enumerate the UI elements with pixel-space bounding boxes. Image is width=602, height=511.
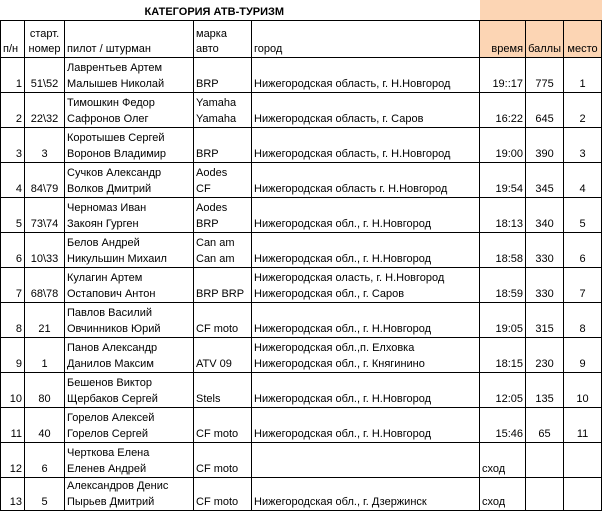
navigator-name: Щербаков Сергей (67, 393, 158, 405)
cell-place[interactable]: 2 (564, 93, 602, 128)
cell-time[interactable]: сход (480, 478, 526, 511)
auto-line2: Yamaha (196, 113, 237, 125)
cell-auto[interactable] (194, 93, 252, 128)
city-line2: Нижегородская область, г. Саров (254, 113, 424, 125)
cell-n[interactable]: 12 (1, 443, 25, 478)
table-row (1, 268, 602, 303)
cell-auto[interactable] (194, 373, 252, 408)
city-line1 (254, 235, 477, 251)
city-line2: Нижегородская область, г. Н.Новгород (254, 78, 451, 90)
cell-auto[interactable] (194, 128, 252, 163)
auto-line2: BRP BRP (196, 288, 245, 300)
cell-auto[interactable] (194, 408, 252, 443)
auto-line2: BRP (196, 78, 219, 90)
city-line1 (254, 60, 477, 76)
cell-score[interactable]: 330 (526, 268, 564, 303)
table-row (1, 338, 602, 373)
pilot-name: Тимошкин Федор (67, 97, 155, 109)
cell-place[interactable]: 10 (564, 373, 602, 408)
cell-n[interactable]: 10 (1, 373, 25, 408)
cell-score[interactable] (526, 443, 564, 478)
pilot-name: Черномаз Иван (67, 202, 147, 214)
cell-pilot[interactable] (65, 443, 194, 478)
cell-time[interactable]: 19:05 (480, 303, 526, 338)
cell-n[interactable]: 7 (1, 268, 25, 303)
cell-score[interactable]: 230 (526, 338, 564, 373)
cell-place[interactable]: 4 (564, 163, 602, 198)
cell-pilot[interactable] (65, 478, 194, 511)
cell-score[interactable]: 330 (526, 233, 564, 268)
cell-city[interactable] (252, 163, 480, 198)
cell-time[interactable]: 19::17 (480, 58, 526, 93)
auto-line2: BRP (196, 218, 219, 230)
cell-city[interactable] (252, 58, 480, 93)
city-line2: Нижегородская обл., г. Н.Новгород (254, 428, 432, 440)
navigator-name: Остапович Антон (67, 288, 156, 300)
auto-line1 (196, 340, 249, 356)
cell[interactable] (1, 0, 25, 21)
cell-start[interactable]: 80 (25, 373, 65, 408)
header-auto-line2: авто (196, 43, 219, 55)
pilot-name: Бешенов Виктор (67, 377, 152, 389)
cell-pilot[interactable] (65, 268, 194, 303)
cell-time[interactable]: 18:58 (480, 233, 526, 268)
auto-line2: ATV 09 (196, 358, 232, 370)
city-line1 (254, 375, 477, 391)
header-start-line2: номер (28, 43, 61, 55)
cell-auto[interactable] (194, 443, 252, 478)
cell[interactable] (480, 0, 526, 21)
navigator-name: Данилов Максим (67, 358, 154, 370)
cell-pilot[interactable] (65, 93, 194, 128)
header-score[interactable]: баллы (526, 21, 564, 58)
header-pilot[interactable]: пилот / штурман (65, 21, 194, 58)
cell-place[interactable]: 8 (564, 303, 602, 338)
cell-place[interactable]: 5 (564, 198, 602, 233)
cell-n[interactable]: 5 (1, 198, 25, 233)
city-line2: Нижегородская область, г. Н.Новгород (254, 148, 451, 160)
cell-city[interactable] (252, 478, 480, 511)
cell-score[interactable]: 345 (526, 163, 564, 198)
table-row (1, 233, 602, 268)
cell-pilot[interactable] (65, 408, 194, 443)
auto-line1: Yamaha (196, 97, 237, 109)
table-row (1, 408, 602, 443)
cell-time[interactable]: 18:59 (480, 268, 526, 303)
cell-place[interactable]: 3 (564, 128, 602, 163)
cell-auto[interactable] (194, 198, 252, 233)
header-start[interactable] (25, 21, 65, 58)
cell-time[interactable]: 19:54 (480, 163, 526, 198)
cell-score[interactable]: 315 (526, 303, 564, 338)
cell-time[interactable]: 12:05 (480, 373, 526, 408)
city-line1 (254, 410, 477, 426)
auto-line1 (196, 60, 249, 76)
cell[interactable] (564, 0, 602, 21)
navigator-name: Горелов Сергей (67, 428, 148, 440)
cell-place[interactable]: 6 (564, 233, 602, 268)
cell-place[interactable]: 7 (564, 268, 602, 303)
table-row (1, 198, 602, 233)
cell-n[interactable]: 2 (1, 93, 25, 128)
cell-place[interactable] (564, 443, 602, 478)
pilot-name: Черткова Елена (67, 447, 150, 459)
header-auto[interactable] (194, 21, 252, 58)
table-row (1, 303, 602, 338)
pilot-name: Горелов Алексей (67, 412, 155, 424)
cell[interactable] (25, 0, 65, 21)
city-line1 (254, 200, 477, 216)
cell-n[interactable]: 1 (1, 58, 25, 93)
cell-start[interactable]: 3 (25, 128, 65, 163)
city-line1: Нижегородская обл.,п. Елховка (254, 342, 415, 354)
sheet-title[interactable]: КАТЕГОРИЯ АТВ-ТУРИЗМ (65, 0, 480, 21)
cell-auto[interactable] (194, 58, 252, 93)
table-row (1, 128, 602, 163)
cell-auto[interactable] (194, 478, 252, 511)
cell-time[interactable]: 19:00 (480, 128, 526, 163)
cell-city[interactable] (252, 93, 480, 128)
cell-score[interactable] (526, 478, 564, 511)
cell-score[interactable]: 775 (526, 58, 564, 93)
navigator-name: Закоян Гурген (67, 218, 139, 230)
cell-pilot[interactable] (65, 128, 194, 163)
cell-city[interactable] (252, 128, 480, 163)
title-row (1, 0, 602, 21)
table-row (1, 163, 602, 198)
cell-start[interactable]: 40 (25, 408, 65, 443)
cell-time[interactable]: 16:22 (480, 93, 526, 128)
table-row (1, 58, 602, 93)
city-line2: Нижегородская обл., г. Княгинино (254, 358, 425, 370)
cell-city[interactable] (252, 408, 480, 443)
cell-start[interactable]: 73\74 (25, 198, 65, 233)
pilot-name: Кулагин Артем (67, 272, 143, 284)
cell-city[interactable] (252, 338, 480, 373)
cell-pilot[interactable] (65, 198, 194, 233)
cell-score[interactable]: 390 (526, 128, 564, 163)
city-line2: Нижегородская обл., г. Н.Новгород (254, 323, 432, 335)
cell-n[interactable]: 9 (1, 338, 25, 373)
auto-line2: CF moto (196, 323, 239, 335)
cell-score[interactable]: 645 (526, 93, 564, 128)
navigator-name: Никульшин Михаил (67, 253, 167, 265)
cell-pilot[interactable] (65, 233, 194, 268)
auto-line1: Aodes (196, 202, 228, 214)
cell-pilot[interactable] (65, 373, 194, 408)
header-place[interactable]: место (564, 21, 602, 58)
cell-auto[interactable] (194, 338, 252, 373)
navigator-name: Овчинников Юрий (67, 323, 161, 335)
navigator-name: Пырьев Дмитрий (67, 496, 155, 508)
cell-start[interactable]: 22\32 (25, 93, 65, 128)
pilot-name: Сучков Александр (67, 167, 162, 179)
auto-line2: BRP (196, 148, 219, 160)
pilot-name: Павлов Василий (67, 307, 152, 319)
auto-line2: CF moto (196, 428, 239, 440)
auto-line1: Aodes (196, 167, 228, 179)
cell-pilot[interactable] (65, 163, 194, 198)
table-row (1, 93, 602, 128)
cell-n[interactable]: 3 (1, 128, 25, 163)
pilot-name: Лаврентьев Артем (67, 62, 163, 74)
city-line2: Нижегородская обл., г. Саров (254, 288, 405, 300)
navigator-name: Малышев Николай (67, 78, 165, 90)
city-line2: Нижегородская область г. Н.Новгород (254, 183, 448, 195)
cell-pilot[interactable] (65, 338, 194, 373)
cell-n[interactable]: 8 (1, 303, 25, 338)
cell-start[interactable]: 51\52 (25, 58, 65, 93)
cell-place[interactable]: 1 (564, 58, 602, 93)
pilot-name: Коротышев Сергей (67, 132, 165, 144)
pilot-name: Панов Александр (67, 342, 158, 354)
cell-auto[interactable] (194, 233, 252, 268)
cell-time[interactable]: сход (480, 443, 526, 478)
navigator-name: Сафронов Олег (67, 113, 149, 125)
cell-start[interactable]: 21 (25, 303, 65, 338)
cell-score[interactable]: 340 (526, 198, 564, 233)
cell-score[interactable]: 65 (526, 408, 564, 443)
cell-city[interactable] (252, 303, 480, 338)
cell-n[interactable]: 13 (1, 478, 25, 511)
city-line2: Нижегородская обл., г. Дзержинск (254, 496, 427, 508)
auto-line1 (196, 375, 249, 391)
city-line1 (254, 305, 477, 321)
city-line1 (254, 130, 477, 146)
cell-place[interactable]: 11 (564, 408, 602, 443)
auto-line1 (196, 305, 249, 321)
auto-line2: Can am (196, 253, 235, 265)
cell-city[interactable] (252, 198, 480, 233)
cell-pilot[interactable] (65, 303, 194, 338)
cell-city[interactable] (252, 268, 480, 303)
auto-line1 (196, 130, 249, 146)
auto-line1 (196, 270, 249, 286)
city-line2: Нижегородская обл., г. Н.Новгород (254, 393, 432, 405)
auto-line2: CF (196, 183, 211, 195)
table-row (1, 373, 602, 408)
cell-n[interactable]: 11 (1, 408, 25, 443)
table-row (1, 478, 602, 511)
cell-n[interactable]: 6 (1, 233, 25, 268)
cell-start[interactable]: 5 (25, 478, 65, 511)
cell-auto[interactable] (194, 268, 252, 303)
cell-time[interactable]: 15:46 (480, 408, 526, 443)
city-line1 (254, 478, 477, 494)
pilot-name: Белов Андрей (67, 237, 140, 249)
auto-line1: Can am (196, 237, 235, 249)
header-n[interactable]: п/н (1, 21, 25, 58)
cell-start[interactable]: 68\78 (25, 268, 65, 303)
header-row (1, 21, 602, 58)
header-time[interactable]: время (480, 21, 526, 58)
cell-auto[interactable] (194, 163, 252, 198)
auto-line1 (196, 445, 249, 461)
cell-start[interactable]: 84\79 (25, 163, 65, 198)
pilot-name: Александров Денис (67, 480, 169, 492)
auto-line2: Stels (196, 393, 221, 405)
cell-time[interactable]: 18:15 (480, 338, 526, 373)
cell-start[interactable]: 10\33 (25, 233, 65, 268)
auto-line2: CF moto (196, 463, 239, 475)
header-start-line1: старт. (29, 28, 60, 40)
cell-place[interactable]: 9 (564, 338, 602, 373)
city-line2: Нижегородская обл., г. Н.Новгород (254, 218, 432, 230)
cell-place[interactable] (564, 478, 602, 511)
auto-line1 (196, 410, 249, 426)
cell-start[interactable]: 1 (25, 338, 65, 373)
cell[interactable] (526, 0, 564, 21)
header-city[interactable]: город (252, 21, 480, 58)
city-line1 (254, 165, 477, 181)
cell-city[interactable] (252, 233, 480, 268)
navigator-name: Воронов Владимир (67, 148, 167, 160)
city-line1 (254, 461, 477, 477)
cell-n[interactable]: 4 (1, 163, 25, 198)
header-auto-line1: марка (196, 28, 227, 40)
cell-start[interactable]: 6 (25, 443, 65, 478)
navigator-name: Еленев Андрей (67, 463, 147, 475)
cell-city[interactable] (252, 443, 480, 478)
table-row (1, 443, 602, 478)
cell-pilot[interactable] (65, 58, 194, 93)
auto-line2: CF moto (196, 496, 239, 508)
cell-time[interactable]: 18:13 (480, 198, 526, 233)
cell-city[interactable] (252, 373, 480, 408)
cell-auto[interactable] (194, 303, 252, 338)
city-line1: Нижегородская оласть, г. Н.Новгород (254, 272, 445, 284)
cell-score[interactable]: 135 (526, 373, 564, 408)
auto-line1 (196, 478, 249, 494)
navigator-name: Волков Дмитрий (67, 183, 152, 195)
city-line1 (254, 95, 477, 111)
city-line2: Нижегородская обл., г. Н.Новгород (254, 253, 432, 265)
